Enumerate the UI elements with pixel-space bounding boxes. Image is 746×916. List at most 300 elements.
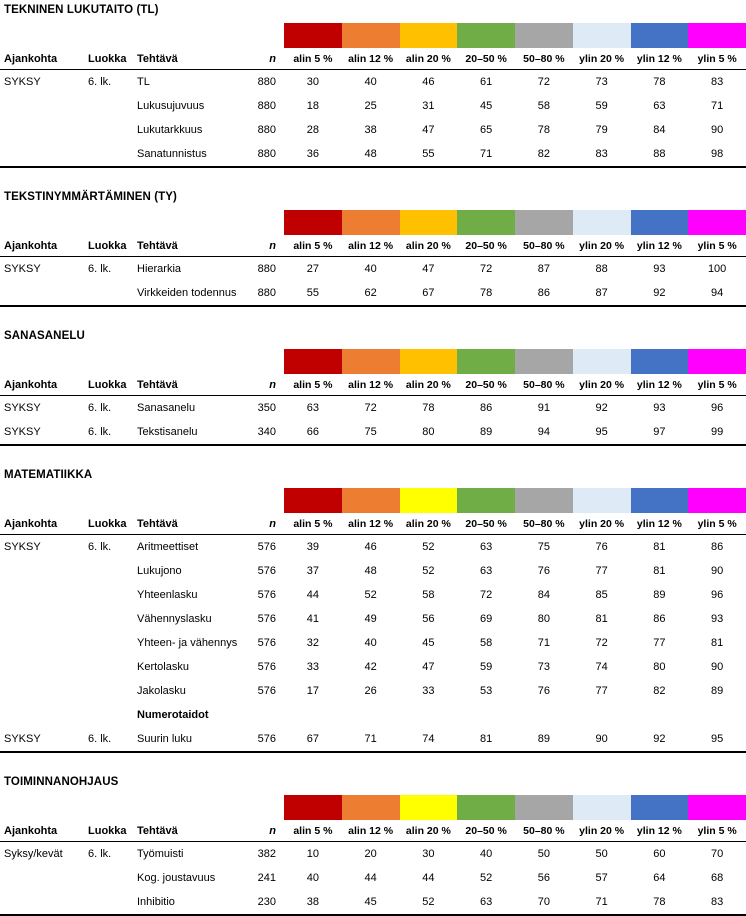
cell-ajankohta [0,866,84,890]
cell-percentile-value: 82 [537,148,550,160]
color-band-row [0,23,746,48]
cell-ajankohta: SYKSY [4,402,41,414]
cell-tehtava: Kertolasku [137,661,189,673]
cell-luokka [84,631,133,655]
cell-percentile-value [457,703,515,727]
table-row [0,679,746,703]
cell-percentile-value: 81 [653,541,666,553]
band-swatch-3 [400,488,458,513]
cell-percentile-value: 41 [306,613,319,625]
cell-percentile-value: 69 [480,613,493,625]
cell-percentile-value: 80 [422,426,435,438]
cell-percentile-value: 53 [480,685,493,697]
cell-percentile-value: 52 [480,872,493,884]
cell-percentile-value: 10 [306,848,319,860]
cell-ajankohta: Syksy/kevät [4,848,63,860]
column-header-percentile-6: ylin 20 % [573,374,631,396]
band-spacer [84,488,133,513]
cell-percentile-value: 73 [537,661,550,673]
column-header-percentile-8: ylin 5 % [688,820,746,842]
cell-tehtava: Lukutarkkuus [137,124,203,136]
cell-percentile-value: 81 [653,565,666,577]
cell-percentile-value: 32 [306,637,319,649]
cell-n: 880 [257,76,276,88]
cell-percentile-value: 45 [364,896,377,908]
cell-percentile-value: 92 [595,402,608,414]
cell-percentile-value: 72 [595,637,608,649]
cell-percentile-value: 72 [537,76,550,88]
column-header-percentile-7: ylin 12 % [631,374,689,396]
cell-percentile-value: 82 [653,685,666,697]
cell-percentile-value: 94 [711,287,724,299]
cell-tehtava: Hierarkia [137,263,182,275]
column-header-percentile-3: alin 20 % [400,235,458,257]
band-swatch-7 [631,795,689,820]
cell-n: 576 [257,565,276,577]
cell-luokka: 6. lk. [88,76,112,88]
cell-percentile-value: 33 [306,661,319,673]
cell-ajankohta [0,118,84,142]
cell-percentile-value: 65 [480,124,493,136]
cell-percentile-value: 18 [306,100,319,112]
cell-ajankohta [0,94,84,118]
band-swatch-6 [573,795,631,820]
cell-n: 576 [257,637,276,649]
cell-n [256,703,284,727]
cell-luokka [84,281,133,306]
band-spacer [84,210,133,235]
column-header-percentile-1: alin 5 % [284,820,342,842]
band-spacer [0,488,84,513]
column-header-percentile-8: ylin 5 % [688,374,746,396]
cell-percentile-value: 63 [480,896,493,908]
cell-percentile-value: 58 [537,100,550,112]
cell-percentile-value: 40 [364,76,377,88]
band-swatch-5 [515,349,573,374]
cell-percentile-value: 86 [711,541,724,553]
band-swatch-3 [400,795,458,820]
column-header-luokka: Luokka [84,374,133,396]
table-row [0,866,746,890]
column-header-percentile-8: ylin 5 % [688,235,746,257]
column-header-percentile-4: 20–50 % [457,513,515,535]
cell-tehtava: Jakolasku [137,685,186,697]
table-row [0,70,746,95]
cell-percentile-value: 80 [537,613,550,625]
cell-percentile-value: 71 [711,100,724,112]
column-header-percentile-4: 20–50 % [457,48,515,70]
cell-percentile-value: 86 [653,613,666,625]
cell-percentile-value: 86 [537,287,550,299]
cell-percentile-value: 71 [364,733,377,745]
cell-percentile-value: 77 [653,637,666,649]
cell-tehtava: Sanatunnistus [137,148,207,160]
cell-percentile-value: 93 [653,263,666,275]
section-title: TEKNINEN LUKUTAITO (TL) [4,4,159,16]
cell-percentile-value: 44 [364,872,377,884]
band-spacer [256,210,284,235]
cell-luokka [84,890,133,915]
cell-luokka: 6. lk. [88,541,112,553]
cell-percentile-value: 46 [364,541,377,553]
cell-percentile-value: 75 [364,426,377,438]
cell-percentile-value: 95 [711,733,724,745]
cell-percentile-value: 72 [480,589,493,601]
cell-percentile-value: 79 [595,124,608,136]
cell-percentile-value: 67 [422,287,435,299]
cell-percentile-value: 78 [653,76,666,88]
column-header-tehtava: Tehtävä [133,820,256,842]
band-swatch-6 [573,349,631,374]
cell-percentile-value: 40 [480,848,493,860]
cell-n: 241 [257,872,276,884]
band-spacer [0,795,84,820]
cell-percentile-value: 28 [306,124,319,136]
cell-percentile-value: 40 [306,872,319,884]
cell-percentile-value: 48 [364,148,377,160]
cell-luokka [84,703,133,727]
column-header-percentile-7: ylin 12 % [631,820,689,842]
band-swatch-8 [688,488,746,513]
cell-tehtava: Vähennyslasku [137,613,212,625]
band-swatch-3 [400,23,458,48]
cell-percentile-value: 58 [480,637,493,649]
band-swatch-2 [342,488,400,513]
cell-luokka [84,583,133,607]
band-swatch-1 [284,795,342,820]
header-row [0,820,746,842]
cell-percentile-value: 52 [364,589,377,601]
cell-percentile-value: 81 [595,613,608,625]
cell-tehtava: Tekstisanelu [137,426,198,438]
band-spacer [133,349,256,374]
cell-n: 350 [257,402,276,414]
color-band-row [0,210,746,235]
cell-ajankohta [0,890,84,915]
cell-percentile-value: 70 [711,848,724,860]
band-spacer [133,23,256,48]
cell-percentile-value: 63 [480,565,493,577]
cell-percentile-value [342,703,400,727]
cell-percentile-value: 90 [711,661,724,673]
cell-percentile-value: 60 [653,848,666,860]
column-header-percentile-6: ylin 20 % [573,48,631,70]
cell-percentile-value: 78 [653,896,666,908]
column-header-percentile-1: alin 5 % [284,374,342,396]
cell-percentile-value: 42 [364,661,377,673]
band-swatch-2 [342,23,400,48]
cell-percentile-value: 47 [422,124,435,136]
cell-ajankohta: SYKSY [4,263,41,275]
cell-luokka [84,655,133,679]
cell-percentile-value: 20 [364,848,377,860]
column-header-luokka: Luokka [84,48,133,70]
table-row [0,420,746,445]
cell-luokka: 6. lk. [88,426,112,438]
cell-percentile-value: 30 [306,76,319,88]
cell-percentile-value: 96 [711,589,724,601]
band-spacer [84,23,133,48]
band-swatch-3 [400,349,458,374]
table-row [0,703,746,727]
cell-percentile-value: 56 [422,613,435,625]
cell-percentile-value: 72 [364,402,377,414]
cell-percentile-value: 55 [306,287,319,299]
table-row [0,890,746,915]
cell-percentile-value: 36 [306,148,319,160]
cell-ajankohta [0,607,84,631]
cell-ajankohta: SYKSY [4,541,41,553]
cell-percentile-value: 71 [480,148,493,160]
column-header-percentile-3: alin 20 % [400,48,458,70]
band-swatch-8 [688,210,746,235]
cell-luokka [84,607,133,631]
cell-percentile-value: 83 [595,148,608,160]
cell-percentile-value: 73 [595,76,608,88]
cell-percentile-value: 50 [537,848,550,860]
band-swatch-4 [457,488,515,513]
table-row [0,727,746,752]
cell-percentile-value: 78 [422,402,435,414]
section-matematiikka [0,469,746,753]
cell-luokka [84,94,133,118]
color-band-row [0,488,746,513]
band-swatch-6 [573,488,631,513]
column-header-percentile-4: 20–50 % [457,235,515,257]
column-header-percentile-2: alin 12 % [342,820,400,842]
cell-percentile-value: 76 [595,541,608,553]
cell-tehtava: Suurin luku [137,733,193,745]
cell-percentile-value: 58 [422,589,435,601]
cell-percentile-value: 100 [707,263,727,275]
band-spacer [0,210,84,235]
cell-ajankohta [0,655,84,679]
column-header-percentile-5: 50–80 % [515,513,573,535]
band-swatch-5 [515,795,573,820]
column-header-percentile-6: ylin 20 % [573,820,631,842]
band-spacer [256,349,284,374]
header-row [0,374,746,396]
band-swatch-4 [457,210,515,235]
cell-ajankohta [0,142,84,167]
cell-percentile-value: 27 [306,263,319,275]
cell-n: 880 [257,148,276,160]
column-header-percentile-7: ylin 12 % [631,513,689,535]
band-swatch-5 [515,23,573,48]
band-swatch-2 [342,795,400,820]
cell-ajankohta: SYKSY [4,426,41,438]
band-swatch-8 [688,23,746,48]
cell-percentile-value: 67 [306,733,319,745]
cell-percentile-value: 49 [364,613,377,625]
column-header-percentile-2: alin 12 % [342,513,400,535]
column-header-percentile-7: ylin 12 % [631,235,689,257]
band-spacer [256,795,284,820]
band-swatch-3 [400,210,458,235]
color-band-row [0,795,746,820]
cell-luokka: 6. lk. [88,733,112,745]
cell-percentile-value: 50 [595,848,608,860]
section-title: SANASANELU [4,330,85,342]
band-spacer [84,795,133,820]
cell-percentile-value: 72 [480,263,493,275]
band-swatch-8 [688,349,746,374]
table-row [0,559,746,583]
cell-percentile-value: 81 [480,733,493,745]
cell-percentile-value: 87 [537,263,550,275]
table-row [0,631,746,655]
column-header-luokka: Luokka [84,513,133,535]
band-swatch-1 [284,349,342,374]
cell-ajankohta: SYKSY [4,76,41,88]
cell-ajankohta [0,559,84,583]
cell-tehtava: Kog. joustavuus [137,872,216,884]
table-row [0,535,746,560]
cell-luokka [84,866,133,890]
cell-percentile-value: 76 [537,565,550,577]
cell-percentile-value: 88 [653,148,666,160]
cell-percentile-value: 46 [422,76,435,88]
band-swatch-4 [457,23,515,48]
cell-percentile-value: 45 [480,100,493,112]
cell-percentile-value: 89 [653,589,666,601]
column-header-tehtava: Tehtävä [133,235,256,257]
cell-percentile-value: 45 [422,637,435,649]
cell-percentile-value: 77 [595,565,608,577]
table-row [0,396,746,421]
column-header-luokka: Luokka [84,820,133,842]
column-header-percentile-1: alin 5 % [284,235,342,257]
cell-percentile-value: 71 [595,896,608,908]
column-header-n: n [256,235,284,257]
cell-percentile-value: 93 [711,613,724,625]
column-header-ajankohta: Ajankohta [0,48,84,70]
cell-percentile-value: 64 [653,872,666,884]
band-swatch-8 [688,795,746,820]
percentile-table [0,349,746,446]
cell-tehtava: Työmuisti [137,848,184,860]
cell-percentile-value: 85 [595,589,608,601]
cell-percentile-value: 39 [306,541,319,553]
table-row [0,94,746,118]
column-header-ajankohta: Ajankohta [0,235,84,257]
cell-percentile-value: 98 [711,148,724,160]
table-row [0,583,746,607]
cell-percentile-value: 78 [480,287,493,299]
cell-percentile-value: 83 [711,896,724,908]
band-spacer [84,349,133,374]
column-header-n: n [256,374,284,396]
cell-percentile-value: 52 [422,541,435,553]
column-header-percentile-3: alin 20 % [400,513,458,535]
column-header-percentile-5: 50–80 % [515,374,573,396]
cell-percentile-value: 40 [364,637,377,649]
column-header-luokka: Luokka [84,235,133,257]
cell-percentile-value: 90 [595,733,608,745]
cell-percentile-value: 83 [711,76,724,88]
column-header-percentile-3: alin 20 % [400,820,458,842]
cell-tehtava: Aritmeettiset [137,541,199,553]
band-swatch-1 [284,210,342,235]
cell-percentile-value: 96 [711,402,724,414]
band-swatch-6 [573,210,631,235]
cell-percentile-value: 95 [595,426,608,438]
section-tekstinymmartaminen [0,191,746,307]
band-swatch-6 [573,23,631,48]
cell-percentile-value: 81 [711,637,724,649]
header-row [0,48,746,70]
section-title: MATEMATIIKKA [4,469,93,481]
cell-luokka: 6. lk. [88,263,112,275]
cell-luokka [84,559,133,583]
cell-percentile-value: 44 [422,872,435,884]
table-row [0,118,746,142]
cell-n: 576 [257,589,276,601]
cell-percentile-value: 44 [306,589,319,601]
table-row [0,281,746,306]
band-swatch-7 [631,210,689,235]
header-row [0,513,746,535]
band-swatch-5 [515,488,573,513]
cell-percentile-value: 17 [306,685,319,697]
cell-luokka [84,679,133,703]
band-swatch-2 [342,349,400,374]
cell-tehtava: Numerotaidot [137,709,209,721]
column-header-percentile-5: 50–80 % [515,48,573,70]
table-row [0,257,746,282]
cell-n: 340 [257,426,276,438]
cell-percentile-value [573,703,631,727]
cell-tehtava: Lukujono [137,565,182,577]
cell-percentile-value: 55 [422,148,435,160]
band-swatch-2 [342,210,400,235]
cell-percentile-value: 87 [595,287,608,299]
cell-n: 576 [257,541,276,553]
band-swatch-7 [631,23,689,48]
cell-percentile-value: 38 [306,896,319,908]
column-header-percentile-5: 50–80 % [515,820,573,842]
table-row [0,142,746,167]
cell-percentile-value: 94 [537,426,550,438]
cell-percentile-value: 57 [595,872,608,884]
cell-percentile-value: 59 [480,661,493,673]
cell-percentile-value: 61 [480,76,493,88]
cell-n: 576 [257,613,276,625]
column-header-ajankohta: Ajankohta [0,820,84,842]
cell-percentile-value: 89 [711,685,724,697]
column-header-percentile-2: alin 12 % [342,48,400,70]
cell-percentile-value: 88 [595,263,608,275]
column-header-tehtava: Tehtävä [133,374,256,396]
band-swatch-4 [457,795,515,820]
column-header-percentile-7: ylin 12 % [631,48,689,70]
cell-percentile-value: 76 [537,685,550,697]
column-header-n: n [256,820,284,842]
cell-tehtava: Yhteenlasku [137,589,198,601]
cell-percentile-value: 68 [711,872,724,884]
column-header-percentile-4: 20–50 % [457,820,515,842]
cell-percentile-value: 84 [653,124,666,136]
percentile-table [0,488,746,753]
cell-percentile-value: 89 [537,733,550,745]
cell-percentile-value: 63 [653,100,666,112]
header-row [0,235,746,257]
band-spacer [133,210,256,235]
band-swatch-1 [284,23,342,48]
cell-tehtava: TL [137,76,150,88]
cell-percentile-value: 77 [595,685,608,697]
column-header-percentile-6: ylin 20 % [573,513,631,535]
